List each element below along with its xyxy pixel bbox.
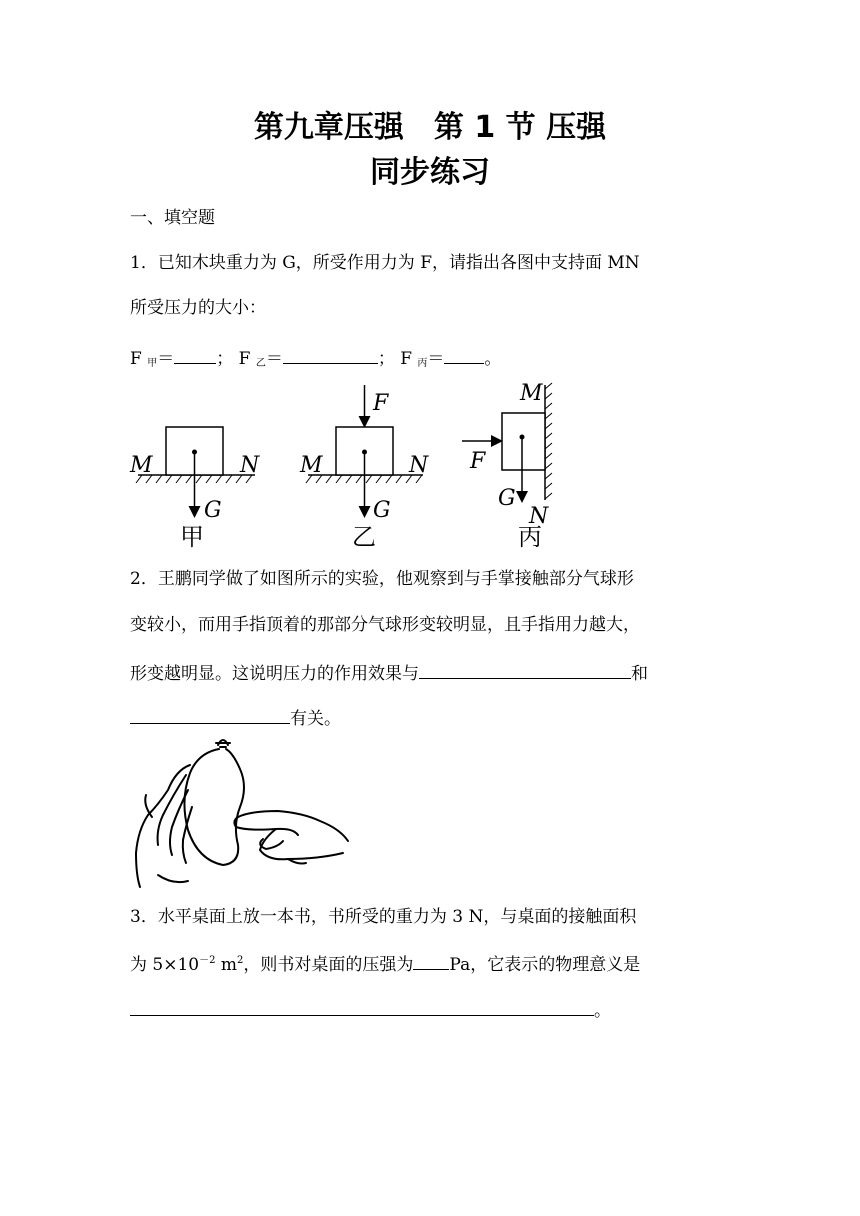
q1-answer-line	[130, 345, 501, 373]
label-F: F	[470, 449, 486, 474]
force-diagrams-figure	[120, 375, 590, 555]
balloon-hand-figure	[128, 735, 353, 895]
label-M: M	[300, 453, 323, 478]
sub-jia: 甲	[147, 358, 158, 369]
label-N: N	[409, 453, 429, 478]
diagram-jia	[129, 427, 260, 551]
chapter-title: 第九章压强 第 1 节 压强	[253, 110, 607, 145]
answer-blank-yi[interactable]	[283, 345, 378, 364]
q1-line2: 所受压力的大小：	[130, 298, 266, 318]
q2-line2: 变较小，而用手指顶着的那部分气球形变较明显，且手指用力越大，	[130, 615, 640, 635]
q3-unit: m	[215, 955, 238, 975]
answer-blank-q3a[interactable]	[413, 951, 449, 970]
q3-line3	[130, 997, 611, 1022]
section-heading: 一、填空题	[130, 208, 215, 228]
q3-text2: Pa，它表示的物理意义是	[449, 955, 641, 975]
answer-blank-bing[interactable]	[444, 345, 484, 364]
q2-and: 和	[631, 664, 648, 684]
q2-line4-text: 有关。	[290, 709, 341, 729]
q2-line1: 2．王鹏同学做了如图所示的实验，他观察到与手掌接触部分气球形	[130, 569, 634, 589]
f-label: F	[400, 349, 413, 369]
label-N: N	[529, 504, 549, 529]
label-G: G	[204, 498, 222, 523]
diagram-bing	[462, 381, 552, 551]
label-N: N	[240, 453, 260, 478]
sub-yi: 乙	[255, 358, 266, 369]
caption-jia: 甲	[180, 523, 204, 551]
label-M: M	[520, 381, 543, 406]
caption-bing: 丙	[518, 523, 542, 551]
f-label: F	[238, 349, 251, 369]
f-label: F	[130, 349, 142, 369]
period: 。	[484, 349, 502, 369]
equals: ＝	[427, 349, 445, 369]
q3-unit-exponent: 2	[237, 955, 244, 966]
label-F: F	[373, 391, 389, 416]
q3-exponent: －2	[199, 955, 216, 966]
answer-blank-q2b[interactable]	[130, 705, 290, 724]
diagram-yi	[299, 385, 429, 551]
q3-period: 。	[594, 1001, 611, 1021]
sub-bing: 丙	[417, 358, 428, 369]
caption-yi: 乙	[352, 523, 376, 551]
label-M: M	[130, 453, 153, 478]
q2-line4	[130, 705, 341, 730]
q1-line1: 1．已知木块重力为 G，所受作用力为 F，请指出各图中支持面 MN	[130, 253, 640, 273]
equals: ＝	[265, 349, 283, 369]
separator: ；	[216, 349, 234, 369]
answer-blank-q3b[interactable]	[130, 997, 594, 1016]
separator: ；	[377, 349, 395, 369]
label-G: G	[373, 498, 391, 523]
q3-line1: 3．水平桌面上放一本书，书所受的重力为 3 N，与桌面的接触面积	[130, 907, 637, 927]
q2-line3	[130, 660, 648, 685]
exercise-title: 同步练习	[370, 155, 490, 190]
answer-blank-jia[interactable]	[174, 345, 216, 364]
equals: ＝	[157, 349, 175, 369]
q3-line2	[130, 951, 640, 979]
label-G: G	[498, 486, 516, 511]
q3-coefficient: 为 5×10	[130, 955, 200, 975]
q3-text: ，则书对桌面的压强为	[243, 955, 414, 975]
q2-line3-text: 形变越明显。这说明压力的作用效果与	[130, 664, 419, 684]
answer-blank-q2a[interactable]	[419, 660, 631, 679]
